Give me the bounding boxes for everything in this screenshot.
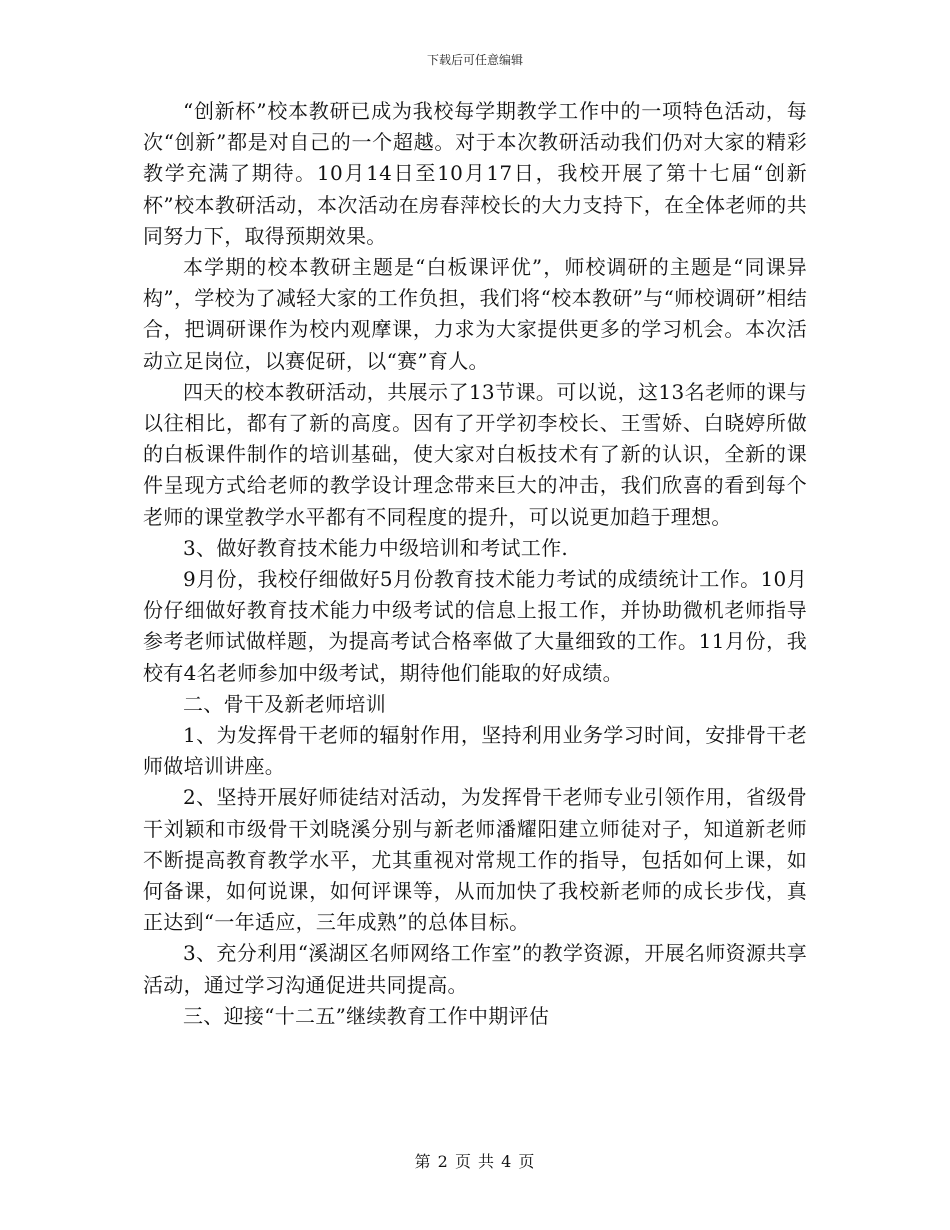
paragraph-4: 3、做好教育技术能力中级培训和考试工作.	[183, 535, 569, 560]
section-heading-3: 三、迎接“十二五”继续教育工作中期评估	[183, 1003, 550, 1028]
paragraph-3: 四天的校本教研活动，共展示了13节课。可以说，这13名老师的课与以往相比，都有了新的高度。因有了开学初李校长、王雪娇、白晓婷所做的白板课件制作的培训基础，使大家对白板技术有了新的认识，全新的课件呈现方式给老师的教学设计理念带来巨大的冲击，我们欣喜的看到每个老师的课堂教学水平都有不同程度的提升，可以说更加趋于理想。	[143, 379, 807, 529]
paragraph-1: “创新杯”校本教研已成为我校每学期教学工作中的一项特色活动，每次“创新”都是对自己的一个超越。对于本次教研活动我们仍对大家的精彩教学充满了期待。10月14日至10月17日，我校开展了第十七届“创新杯”校本教研活动，本次活动在房春萍校长的大力支持下，在全体老师的共同努力下，取得预期效果。	[143, 99, 807, 248]
paragraph-7: 2、坚持开展好师徒结对活动，为发挥骨干老师专业引领作用，省级骨干刘颖和市级骨干刘晓溪分别与新老师潘耀阳建立师徒对子，知道新老师不断提高教育教学水平，尤其重视对常规工作的指导，包括如何上课，如何备课，如何说课，如何评课等，从而加快了我校新老师的成长步伐，真正达到“一年适应，三年成熟”的总体目标。	[143, 785, 807, 935]
page-number-footer: 第 2 页 共 4 页	[414, 1152, 536, 1171]
paragraph-5: 9月份，我校仔细做好5月份教育技术能力考试的成绩统计工作。10月份仔细做好教育技术能力中级考试的信息上报工作，并协助微机老师指导参考老师试做样题，为提高考试合格率做了大量细致的工作。11月份，我校有4名老师参加中级考试，期待他们能取的好成绩。	[143, 567, 807, 685]
paragraph-2: 本学期的校本教研主题是“白板课评优”，师校调研的主题是“同课异构”，学校为了减轻大家的工作负担，我们将“校本教研”与“师校调研”相结合，把调研课作为校内观摩课，力求为大家提供更多的学习机会。本次活动立足岗位，以赛促研，以“赛”育人。	[143, 255, 807, 373]
paragraph-6: 1、为发挥骨干老师的辐射作用，坚持利用业务学习时间，安排骨干老师做培训讲座。	[143, 723, 807, 779]
paragraph-8: 3、充分利用“溪湖区名师网络工作室”的教学资源，开展名师资源共享活动，通过学习沟通促进共同提高。	[143, 941, 807, 997]
document-body	[143, 96, 807, 1032]
page-header-note: 下载后可任意编辑	[426, 53, 523, 67]
section-heading-2: 二、骨干及新老师培训	[183, 691, 386, 716]
